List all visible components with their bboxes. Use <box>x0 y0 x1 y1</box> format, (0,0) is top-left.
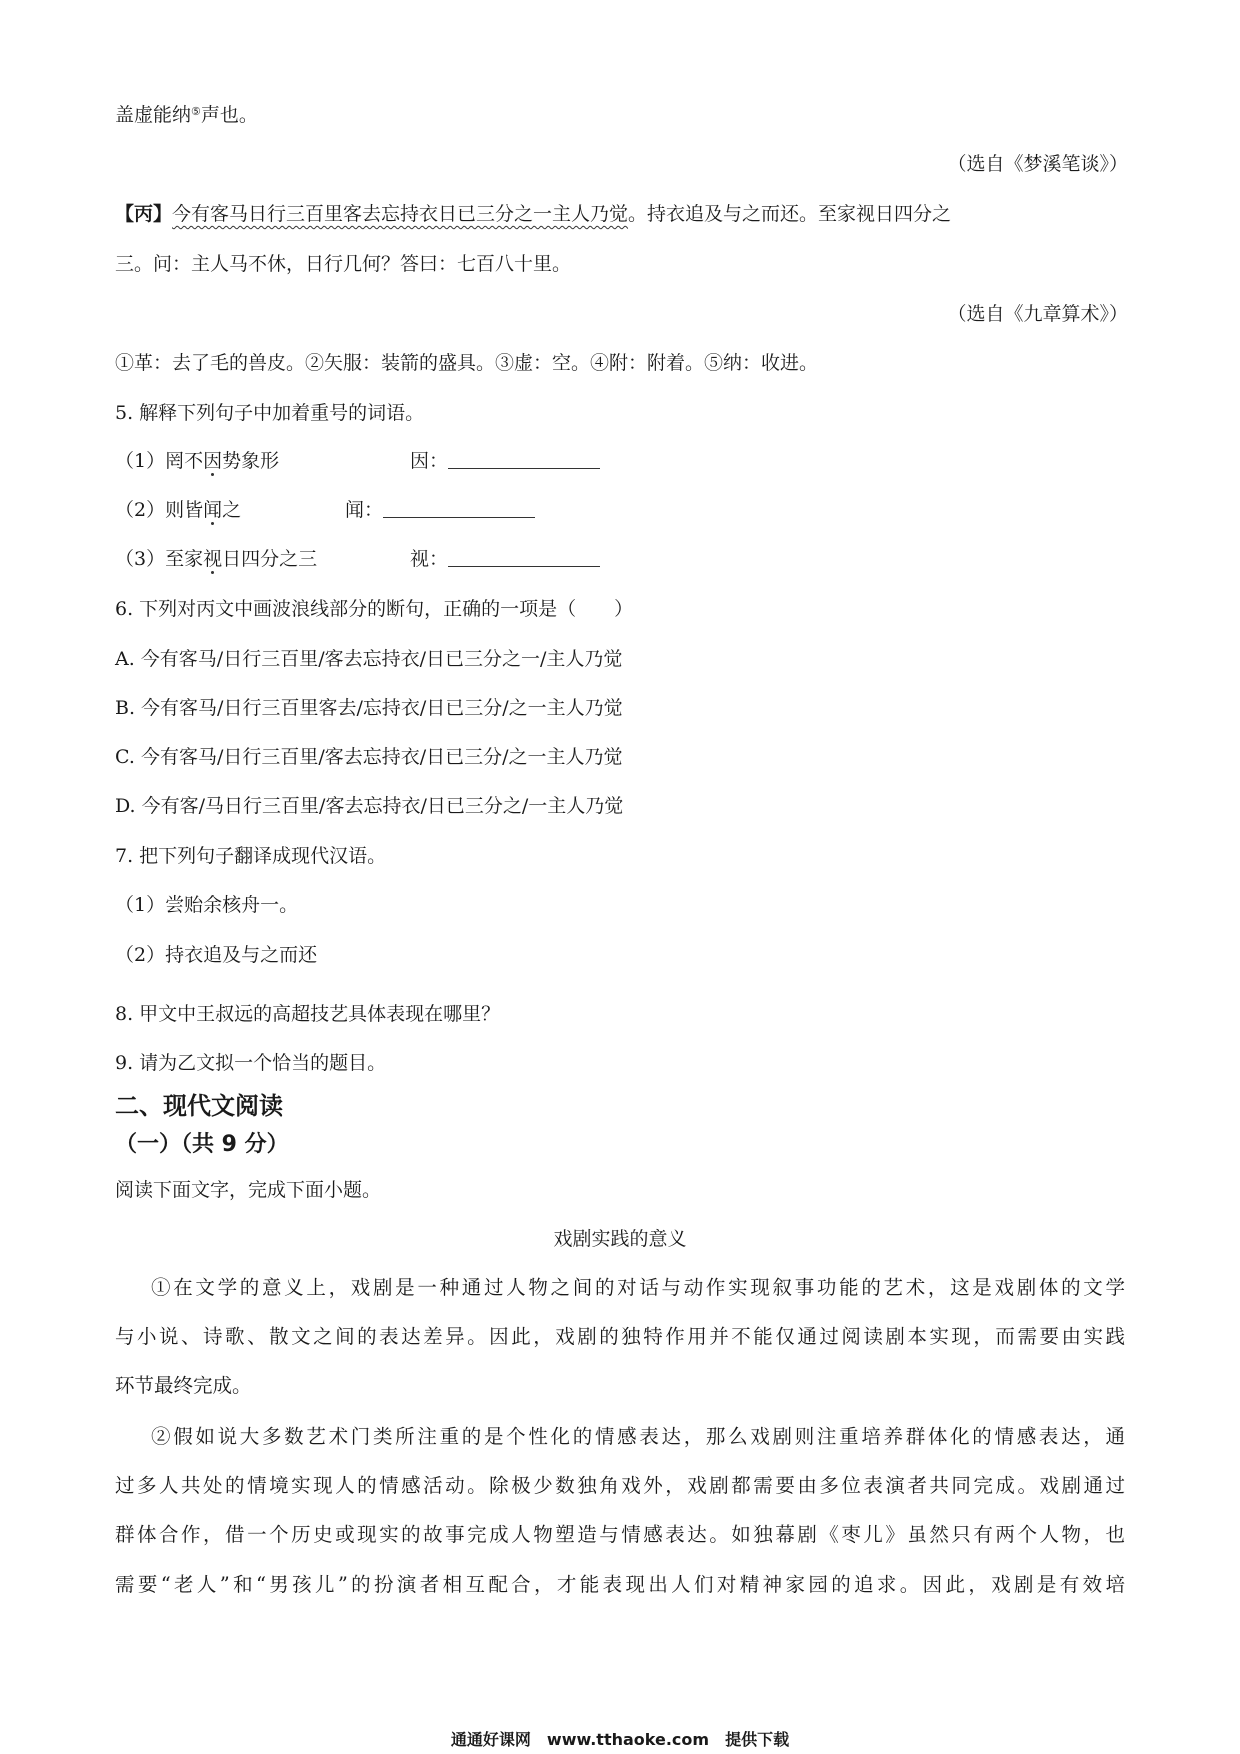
footnote-marker: ⑤ <box>191 105 201 118</box>
question-5-item-2 <box>115 496 241 524</box>
option-c[interactable]: C. 今有客马/日行三百里/客去忘持衣/日已三分/之一主人乃觉 <box>115 746 623 768</box>
paragraph-1-line-2: 与小说、诗歌、散文之间的表达差异。因此，戏剧的独特作用并不能仅通过阅读剧本实现，而需要由实践 <box>115 1325 1125 1348</box>
text-fragment: 盖虚能纳 <box>115 104 192 126</box>
emphasis-dot-char: 视 <box>203 548 223 570</box>
question-8: 8. 甲文中王叔远的高超技艺具体表现在哪里？ <box>115 1003 501 1025</box>
paragraph-1-line-3: 环节最终完成。 <box>115 1374 252 1397</box>
paragraph-2-line-2: 过多人共处的情境实现人的情感活动。除极少数独角戏外，戏剧都需要由多位表演者共同完成。戏剧通过 <box>115 1474 1125 1497</box>
text-fragment: 日四分之三 <box>222 548 318 570</box>
answer-label <box>345 496 535 524</box>
answer-blank[interactable] <box>448 448 600 469</box>
question-9: 9. 请为乙文拟一个恰当的题目。 <box>115 1052 387 1074</box>
wavy-underlined-text: 今有客马日行三百里客去忘持衣日已三分之一主人乃觉 <box>172 203 629 225</box>
paragraph-2-line-4: 需要“老人”和“男孩儿”的扮演者相互配合，才能表现出人们对精神家园的追求。因此，戏剧是有效培 <box>115 1573 1125 1596</box>
section-heading: 二、现代文阅读 <box>115 1092 283 1120</box>
text-fragment: 声也。 <box>200 104 258 126</box>
paragraph-2-line-3: 群体合作，借一个历史或现实的故事完成人物塑造与情感表达。如独幕剧《枣儿》虽然只有两个人物，也 <box>115 1523 1125 1546</box>
question-5: 5. 解释下列句子中加着重号的词语。 <box>115 402 425 424</box>
subsection-heading: （一）（共 9 分） <box>115 1132 289 1157</box>
text-fragment: 。持衣追及与之而还。至家视日四分之 <box>628 203 952 225</box>
option-d[interactable]: D. 今有客/马日行三百里/客去忘持衣/日已三分之/一主人乃觉 <box>115 795 624 817</box>
text-line <box>115 98 258 129</box>
reading-instruction: 阅读下面文字，完成下面小题。 <box>115 1179 382 1201</box>
answer-label <box>410 545 600 573</box>
text-fragment: （2）则皆 <box>115 499 204 521</box>
bing-line-1 <box>115 200 951 228</box>
text-fragment: 势象形 <box>222 450 280 472</box>
paragraph-1-line-1: ①在文学的意义上，戏剧是一种通过人物之间的对话与动作实现叙事功能的艺术，这是戏剧体的文学 <box>151 1276 1125 1299</box>
question-5-item-3 <box>115 545 317 573</box>
emphasis-dot-char: 闻 <box>203 499 223 521</box>
answer-label <box>410 447 600 475</box>
bing-label: 【丙】 <box>115 203 173 225</box>
answer-blank[interactable] <box>383 497 535 518</box>
bing-line-2: 三。问：主人马不休，日行几何？答曰：七百八十里。 <box>115 253 572 275</box>
question-7-item-1: （1）尝贻余核舟一。 <box>115 894 299 916</box>
question-7: 7. 把下列句子翻译成现代汉语。 <box>115 845 387 867</box>
question-7-item-2: （2）持衣追及与之而还 <box>115 944 318 966</box>
paragraph-2-line-1: ②假如说大多数艺术门类所注重的是个性化的情感表达，那么戏剧则注重培养群体化的情感表达，通 <box>151 1425 1125 1448</box>
answer-word: 视： <box>410 548 449 570</box>
question-5-item-1 <box>115 447 279 475</box>
text-fragment: （3）至家 <box>115 548 204 570</box>
source-citation-yi: （选自《梦溪笔谈》） <box>947 153 1128 175</box>
option-b[interactable]: B. 今有客马/日行三百里客去/忘持衣/日已三分/之一主人乃觉 <box>115 697 623 719</box>
source-citation-bing: （选自《九章算术》） <box>947 303 1128 325</box>
annotations: ①革：去了毛的兽皮。②矢服：装箭的盛具。③虚：空。④附：附着。⑤纳：收进。 <box>115 352 819 374</box>
answer-word: 闻： <box>345 499 384 521</box>
option-a[interactable]: A. 今有客马/日行三百里/客去忘持衣/日已三分之一/主人乃觉 <box>115 648 623 670</box>
answer-blank[interactable] <box>448 546 600 567</box>
text-fragment: （1）罔不 <box>115 450 204 472</box>
emphasis-dot-char: 因 <box>203 450 223 472</box>
question-6: 6. 下列对丙文中画波浪线部分的断句，正确的一项是（ ） <box>115 598 634 620</box>
article-title: 戏剧实践的意义 <box>553 1228 687 1250</box>
footer-watermark: 通通好课网 www.tthaoke.com 提供下载 <box>450 1730 790 1749</box>
answer-word: 因： <box>410 450 449 472</box>
text-fragment: 之 <box>222 499 242 521</box>
